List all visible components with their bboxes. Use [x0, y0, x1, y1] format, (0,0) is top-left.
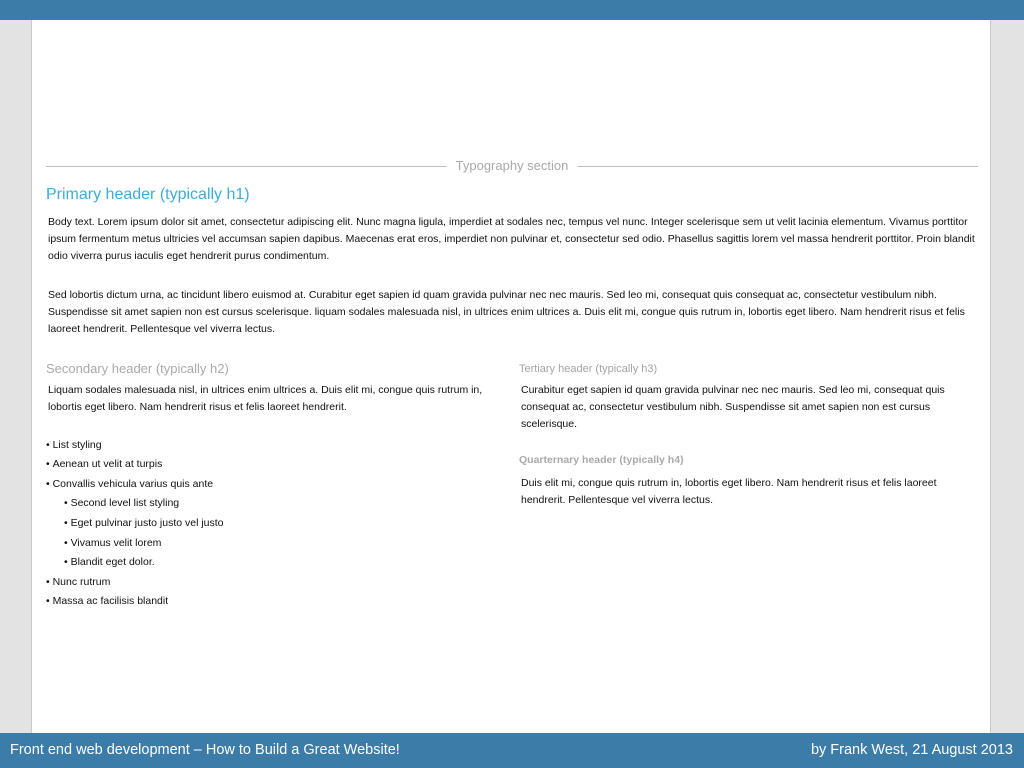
list-item: • Aenean ut velit at turpis — [46, 455, 486, 475]
section-divider — [46, 157, 978, 175]
list-item-level-2: • Eget pulvinar justo justo vel justo — [46, 514, 486, 534]
footer-title: Front end web development – How to Build a Great Website! — [10, 742, 400, 758]
secondary-header: Secondary header (typically h2) — [46, 361, 229, 376]
list-item: • List styling — [46, 436, 486, 456]
footer-byline: by Frank West, 21 August 2013 — [810, 742, 1013, 758]
list-item-level-2: • Blandit eget dolor. — [46, 553, 486, 573]
bullet-list — [46, 436, 486, 612]
body-paragraph-2: Sed lobortis dictum urna, ac tincidunt libero euismod at. Curabitur eget sapien id quam gravida pulvinar nec nec mauris. Sed leo mi, consequat quis consequat ac, consectetur vestibulum nibh. Suspendisse sit amet sapien non est cursus scelerisque. liquam sodales malesuada nisl, in ultrices enim ultrices a. Duis elit mi, congue quis rutrum in, lobortis eget libero. Nam hendrerit risus et felis laoreet hendrerit. Pellentesque vel viverra lectus. — [48, 289, 965, 335]
left-column-paragraph: Liquam sodales malesuada nisl, in ultrices enim ultrices a. Duis elit mi, congue quis rutrum in, lobortis eget libero. Nam hendrerit risus et felis laoreet hendrerit. — [48, 384, 483, 413]
right-column — [519, 360, 979, 509]
primary-header: Primary header (typically h1) — [46, 186, 250, 203]
list-item: • Massa ac facilisis blandit — [46, 592, 486, 612]
slide-page — [31, 20, 991, 733]
left-column — [46, 360, 486, 612]
right-column-paragraph-1: Curabitur eget sapien id quam gravida pulvinar nec nec mauris. Sed leo mi, consequat quis consequat ac, consectetur vestibulum nibh. Suspendisse sit amet sapien non est cursus scelerisque. — [521, 384, 945, 430]
list-item-level-2: • Vivamus velit lorem — [46, 534, 486, 554]
list-item: • Nunc rutrum — [46, 573, 486, 593]
right-column-paragraph-2: Duis elit mi, congue quis rutrum in, lobortis eget libero. Nam hendrerit risus et felis laoreet hendrerit. Pellentesque vel viverra lectus. — [521, 477, 937, 507]
body-paragraph-1: Body text. Lorem ipsum dolor sit amet, consectetur adipiscing elit. Nunc magna ligula, imperdiet at sodales nec, tempus vel nunc. Integer scelerisque sem ut velit lacinia elementum. Vivamus porttitor ipsum fermentum metus ultricies vel accumsan sapien dapibus. Maecenas erat eros, imperdiet non pulvinar et, consectetur sed odio. Phasellus sagittis lorem vel massa hendrerit porttitor. Proin blandit odio viverra purus iaculis eget hendrerit purus condimentum. — [48, 216, 975, 262]
list-item: • Convallis vehicula varius quis ante — [46, 475, 486, 495]
top-bar — [0, 0, 1024, 20]
quarternary-header: Quarternary header (typically h4) — [519, 454, 684, 467]
tertiary-header: Tertiary header (typically h3) — [519, 363, 658, 375]
footer-bar — [0, 733, 1024, 768]
list-item-level-2: • Second level list styling — [46, 494, 486, 514]
section-title: Typography section — [447, 157, 578, 175]
